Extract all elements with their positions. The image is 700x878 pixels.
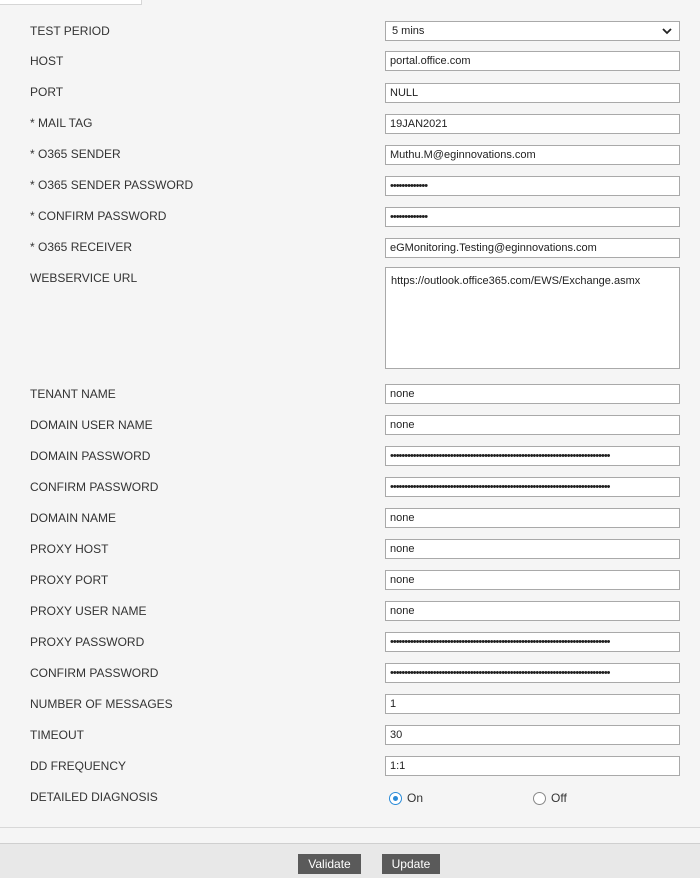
update-button[interactable]: Update (382, 854, 440, 874)
label-confirm-password-2: CONFIRM PASSWORD (30, 480, 159, 494)
confirm-password-1-input[interactable]: ••••••••••••• (385, 207, 680, 227)
label-detailed-diagnosis: DETAILED DIAGNOSIS (30, 790, 158, 804)
label-tenant-name: TENANT NAME (30, 387, 116, 401)
label-host: HOST (30, 54, 64, 68)
confirm-password-2-input[interactable]: ••••••••••••••••••••••••••••••••••••••••••••••••••••••••••••••••••••••••••••• (385, 477, 680, 497)
chevron-down-icon (661, 25, 673, 37)
label-domain-password: DOMAIN PASSWORD (30, 449, 151, 463)
label-dd-frequency: DD FREQUENCY (30, 759, 127, 773)
label-proxy-user-name: PROXY USER NAME (30, 604, 147, 618)
label-proxy-password: PROXY PASSWORD (30, 635, 145, 649)
detailed-diagnosis-off-radio[interactable] (533, 791, 567, 805)
label-o365-sender-password: * O365 SENDER PASSWORD (30, 178, 194, 192)
validate-button[interactable]: Validate (298, 854, 361, 874)
o365-receiver-input[interactable]: eGMonitoring.Testing@eginnovations.com (385, 238, 680, 258)
radio-off-label: Off (551, 791, 567, 805)
dd-frequency-input[interactable]: 1:1 (385, 756, 680, 776)
detailed-diagnosis-on-radio[interactable] (389, 791, 423, 805)
label-domain-user-name: DOMAIN USER NAME (30, 418, 153, 432)
mail-tag-input[interactable]: 19JAN2021 (385, 114, 680, 134)
top-tab-edge (0, 0, 142, 5)
label-o365-sender: * O365 SENDER (30, 147, 121, 161)
domain-password-input[interactable]: ••••••••••••••••••••••••••••••••••••••••••••••••••••••••••••••••••••••••••••• (385, 446, 680, 466)
radio-unchecked-icon[interactable] (533, 792, 546, 805)
domain-name-input[interactable]: none (385, 508, 680, 528)
o365-sender-input[interactable]: Muthu.M@eginnovations.com (385, 145, 680, 165)
footer-bar (0, 843, 700, 878)
tenant-name-input[interactable]: none (385, 384, 680, 404)
label-o365-receiver: * O365 RECEIVER (30, 240, 133, 254)
port-input[interactable]: NULL (385, 83, 680, 103)
proxy-port-input[interactable]: none (385, 570, 680, 590)
label-webservice-url: WEBSERVICE URL (30, 271, 138, 285)
label-port: PORT (30, 85, 64, 99)
label-number-of-messages: NUMBER OF MESSAGES (30, 697, 173, 711)
label-confirm-password-3: CONFIRM PASSWORD (30, 666, 159, 680)
label-domain-name: DOMAIN NAME (30, 511, 117, 525)
radio-on-label: On (407, 791, 424, 805)
proxy-user-name-input[interactable]: none (385, 601, 680, 621)
host-input[interactable]: portal.office.com (385, 51, 680, 71)
timeout-input[interactable]: 30 (385, 725, 680, 745)
proxy-host-input[interactable]: none (385, 539, 680, 559)
confirm-password-3-input[interactable]: ••••••••••••••••••••••••••••••••••••••••••••••••••••••••••••••••••••••••••••• (385, 663, 680, 683)
label-mail-tag: * MAIL TAG (30, 116, 93, 130)
radio-checked-icon[interactable] (389, 792, 402, 805)
o365-sender-password-input[interactable]: ••••••••••••• (385, 176, 680, 196)
label-confirm-password-1: * CONFIRM PASSWORD (30, 209, 167, 223)
test-period-value: 5 mins (392, 25, 425, 37)
test-period-select[interactable] (385, 21, 680, 41)
label-proxy-host: PROXY HOST (30, 542, 109, 556)
label-timeout: TIMEOUT (30, 728, 84, 742)
webservice-url-textarea[interactable]: https://outlook.office365.com/EWS/Exchange.asmx (385, 267, 680, 369)
label-test-period: TEST PERIOD (30, 24, 110, 38)
label-proxy-port: PROXY PORT (30, 573, 109, 587)
proxy-password-input[interactable]: ••••••••••••••••••••••••••••••••••••••••••••••••••••••••••••••••••••••••••••• (385, 632, 680, 652)
number-of-messages-input[interactable]: 1 (385, 694, 680, 714)
form-divider (0, 827, 700, 828)
domain-user-name-input[interactable]: none (385, 415, 680, 435)
